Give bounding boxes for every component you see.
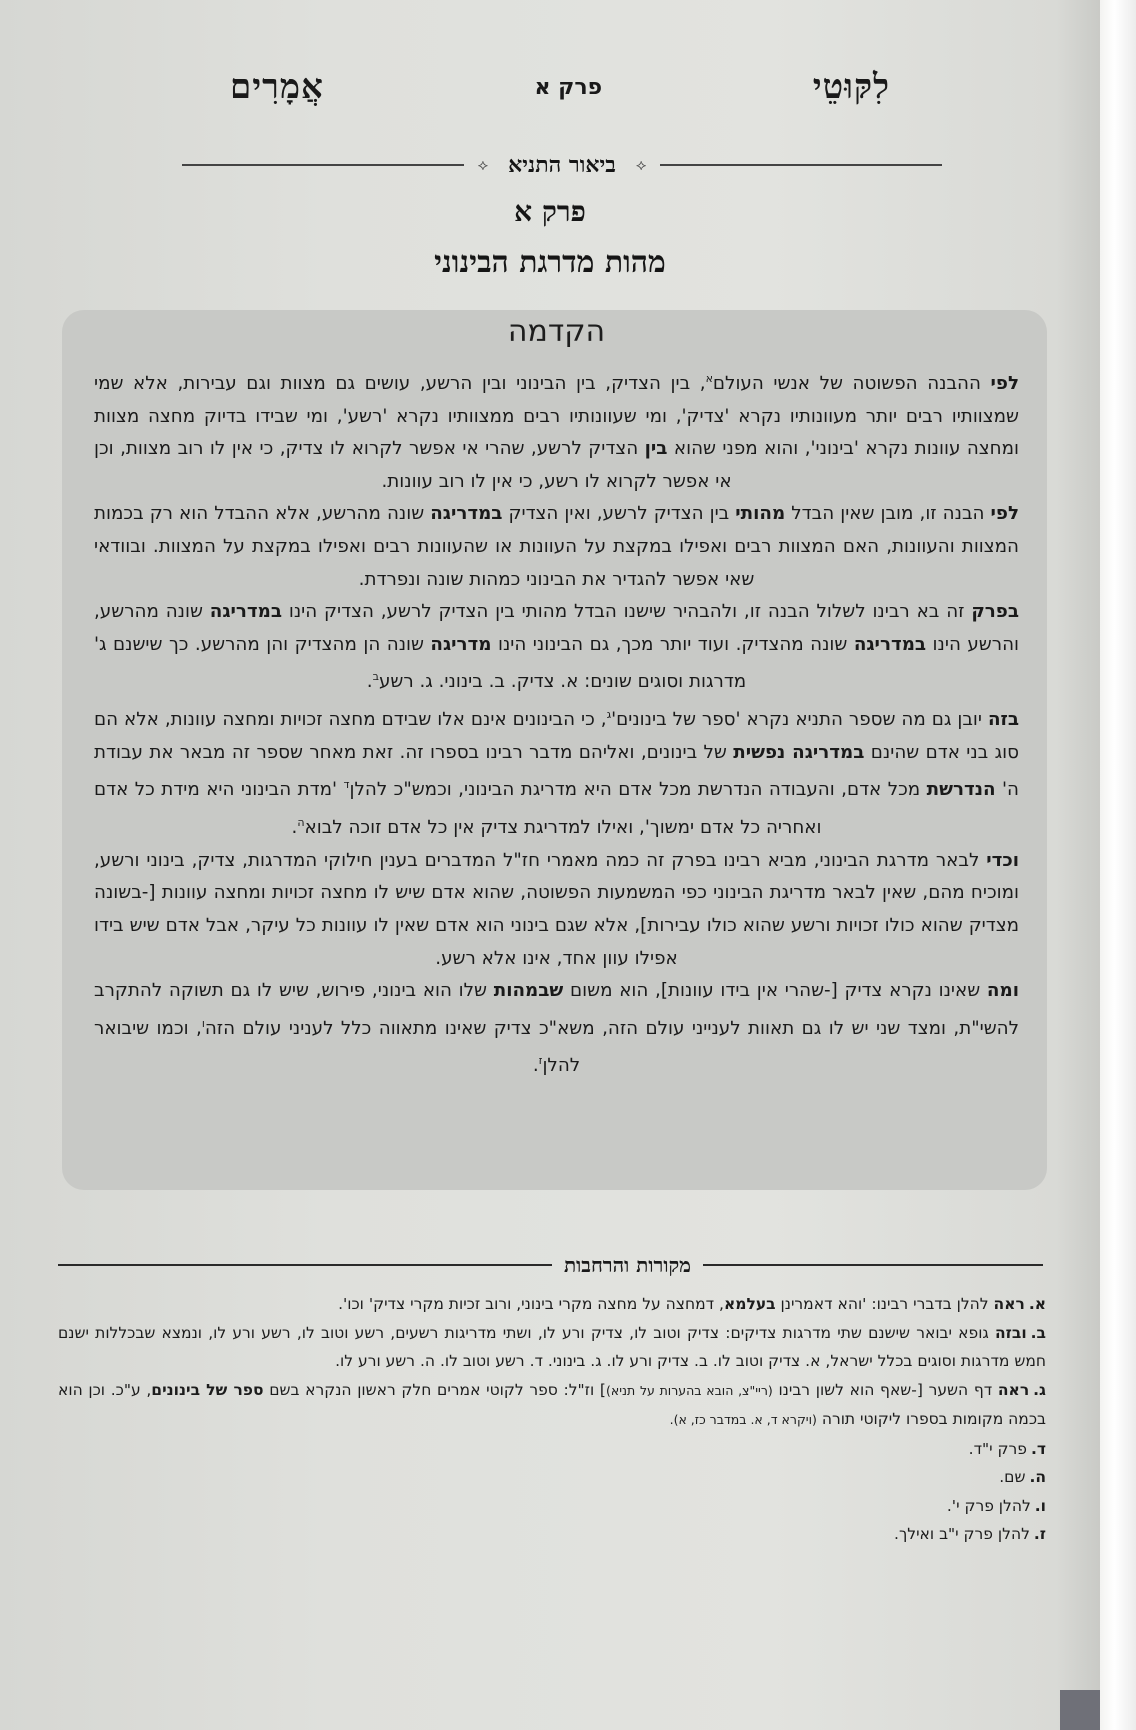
section-title: ביאור התניא (508, 152, 616, 178)
bold-text: ספר של בינונים (151, 1380, 264, 1399)
page-edge (1100, 0, 1136, 1730)
bold-text: בפרק (971, 601, 1019, 623)
text-run: לבאר מדרגת הבינוני, מביא רבינו בפרק זה כמה מאמרי חז"ל המדברים בענין חילוקי המדרגות, צדיק, בינוני ורשע, ומוכיח מהם, שאין לבאר מדריגת הבינוני כפי המשמעות הפשוטה, שהוא אדם שיש לו מחצה זכויות ומחצה עוונות [-בשונה מצדיק שהוא כולו זכויות ורשע שהוא כולו עבירות], אלא שגם בינוני הוא אדם שאין לו עוונות כל עיקר, אבל אדם שיש בידו אפילו עוון אחד, אינו אלא רשע. (94, 849, 1019, 969)
bold-text: ומה (986, 980, 1019, 1002)
bold-text: בזה (987, 709, 1019, 731)
bold-text: לפי (990, 503, 1019, 525)
intro-paragraph (94, 498, 1019, 596)
bold-text: שבמהות (493, 980, 564, 1002)
running-head (230, 62, 890, 112)
introduction-box (62, 310, 1047, 1190)
bold-text: במדריגה (209, 601, 283, 623)
text-run: (ויקרא ד, א. במדבר כז, א). (669, 1412, 817, 1427)
text-run: , בין הצדיק, בין הבינוני ובין הרשע, עושים גם מצוות וגם עבירות, אלא שמי שמצוותיו רבים יותר מעוונותיו נקרא 'צדיק', ומי שעוונותיו רבים ממצוותיו נקרא 'רשע', ומי שבידו בדיוק מחצה מצוות ומחצה עוונות נקרא 'בינוני', והוא מפני שהוא (94, 373, 1019, 460)
text-run: שונה מהרשע, והרשע הינו (94, 601, 1019, 655)
intro-paragraph (94, 975, 1019, 1083)
running-head-book-title-second: אֲמָרִים (230, 67, 324, 107)
footnote-marker[interactable]: ב (372, 670, 379, 684)
bold-text: מהותי (735, 503, 786, 525)
footnote-item (58, 1520, 1046, 1549)
text-run: ההבנה הפשוטה של אנשי העולם (712, 373, 991, 395)
text-run: . (366, 671, 373, 693)
footnote-item (58, 1319, 1046, 1376)
bold-text: בעלמא (723, 1295, 776, 1313)
bold-text: ובזה (995, 1323, 1027, 1342)
bold-text: במדריגה (430, 503, 503, 525)
text-run: מכל אדם, והעבודה הנדרשת מכל אדם היא מדריגת הבינוני, וכמש"כ להלן (349, 779, 927, 801)
footnotes-list (58, 1290, 1046, 1549)
text-run: שונה הן מהצדיק והן מהרשע. כך שישנם ג' מדרגות וסוגים שונים: א. צדיק. ב. בינוני. ג. רשע (94, 633, 747, 693)
bold-text: במדריגה (853, 633, 927, 655)
footnote-letter: ז. (1033, 1525, 1046, 1543)
footnote-marker[interactable]: ד (343, 778, 350, 792)
intro-paragraph (94, 363, 1019, 498)
introduction-paragraphs (94, 363, 1019, 1083)
text-run: , וכמו שיבואר להלן (94, 1017, 581, 1077)
rule-line-right (660, 164, 942, 166)
text-run: . (291, 817, 298, 839)
footnote-marker[interactable]: ז (538, 1054, 543, 1068)
text-run: זה בא רבינו לשלול הבנה זו, ולהבהיר שישנו הבדל מהותי בין הצדיק לרשע, הצדיק הינו (282, 601, 972, 623)
rule-line-left (58, 1264, 552, 1266)
bold-text: ראה (993, 1295, 1025, 1313)
text-run: יובן גם מה שספר התניא נקרא 'ספר של בינונים' (611, 709, 988, 731)
footnotes-header (58, 1250, 1043, 1280)
bold-text: במדריגה נפשית (733, 741, 865, 763)
footnote-item (58, 1463, 1046, 1492)
footnotes-title: מקורות והרחבות (563, 1252, 691, 1277)
text-run: 'מדת הבינוני היא מידת כל אדם ואחריה כל אדם ימשוך', ואילו למדריגת צדיק אין כל אדם זוכה לבוא (94, 779, 822, 839)
bold-text: מדריגה (430, 633, 492, 655)
bold-text: הנדרשת (926, 779, 996, 801)
text-run: להלן פרק י'. (946, 1496, 1031, 1515)
running-head-book-title-first: לִקּוּטֵי (812, 67, 890, 107)
text-run: של בינונים, ואליהם מדבר רבינו בספרו זה. זאת מאחר שספר זה מבאר את עבודת ה' (94, 741, 1019, 801)
ornament-icon: ⟡ (635, 155, 647, 174)
intro-paragraph (94, 699, 1019, 845)
text-run: , דמחצה על מחצה מקרי בינוני, ורוב זכיות מקרי צדיק' וכו'. (338, 1295, 724, 1313)
footnote-letter: ג. (1033, 1380, 1046, 1399)
text-run: , כי הבינונים אינם אלו שבידם מחצה זכויות ומחצה עוונות, אלא הם סוג בני אדם שהינם (94, 709, 1019, 763)
chapter-number: פרק א (514, 195, 586, 228)
text-run: (ריי"צ, הובא בהערות על תניא) (605, 1382, 773, 1398)
rule-line-right (703, 1264, 1043, 1266)
intro-paragraph (94, 845, 1019, 975)
text-run: הבנה זו, מובן שאין הבדל (785, 503, 991, 525)
text-run: שם. (999, 1468, 1026, 1486)
rule-line-left (182, 164, 464, 166)
introduction-title: הקדמה (507, 314, 606, 349)
text-run: . (532, 1055, 539, 1077)
text-run: שלו הוא בינוני, פירוש, שיש לו גם תשוקה להתקרב להשי"ת, ומצד שני יש לו גם תאוות לענייני עולם הזה, משא"כ צדיק שאינו מתאווה כלל לעניני עולם הזה (94, 980, 1020, 1039)
bold-text: וכדי (986, 849, 1019, 871)
bold-text: ראה (997, 1380, 1030, 1399)
running-head-chapter: פרק א (534, 74, 603, 100)
footnote-item (58, 1492, 1046, 1521)
intro-paragraph (94, 596, 1019, 699)
page-corner-shadow (1060, 1690, 1100, 1730)
text-run: גופא יבואר שישנם שתי מדרגות צדיקים: צדיק וטוב לו, צדיק ורע לו, ושתי מדריגות רשעים, רשע וטוב לו, רשע ורע לו, ונמצא שבכללות ישנם חמש מדרגות וסוגים בכלל ישראל, א. צדיק וטוב לו. ב. צדיק ורע לו. ג. בינוני. ד. רשע וטוב לו. ה. רשע ורע לו. (58, 1323, 1046, 1370)
text-run: פרק י"ד. (968, 1439, 1027, 1458)
text-run: הצדיק לרשע, שהרי אי אפשר לקרוא לו צדיק, כי אין לו רוב מצוות, וכן אי אפשר לקרוא לו רשע, כי אין לו רוב עוונות. (94, 438, 732, 492)
text-run: שאינו נקרא צדיק [-שהרי אין בידו עוונות], הוא משום (563, 980, 987, 1002)
text-run: להלן בדברי רבינו: 'והא דאמרינן (775, 1295, 994, 1313)
footnote-letter: ה. (1029, 1468, 1046, 1486)
text-run: בין הצדיק לרשע, ואין הצדיק (502, 503, 736, 525)
footnote-item (58, 1290, 1046, 1319)
text-run: להלן פרק י"ב ואילך. (894, 1525, 1030, 1543)
section-header (182, 150, 942, 180)
bold-text: בין (644, 438, 668, 460)
text-run: ] וז"ל: ספר לקוטי אמרים חלק ראשון הנקרא בשם (263, 1380, 606, 1399)
footnote-letter: ד. (1030, 1439, 1046, 1458)
footnote-item (58, 1376, 1046, 1435)
footnote-marker[interactable]: ה (297, 816, 305, 830)
footnote-letter: ב. (1030, 1323, 1046, 1342)
text-run: שונה מהרשע, אלא ההבדל הוא רק בכמות המצוות והעוונות, האם המצוות רבים ואפילו במקצת על העוונות או שהעוונות רבים ואפילו במקצת על המצוות. ובוודאי שאי אפשר להגדיר את הבינוני כמהות שונה ונפרדת. (94, 503, 1019, 590)
footnote-marker[interactable]: ו (201, 1016, 205, 1030)
footnote-marker[interactable]: א (705, 372, 713, 385)
text-run: דף השער [-שאף הוא לשון רבינו (772, 1380, 998, 1399)
chapter-title: מהות מדרגת הבינוני (434, 245, 666, 280)
text-run: , ע"כ. וכן הוא בכמה מקומות בספרו ליקוטי תורה (58, 1380, 1046, 1428)
ornament-icon: ⟡ (477, 155, 489, 174)
bold-text: לפי (990, 373, 1020, 395)
footnote-item (58, 1435, 1046, 1464)
footnote-letter: ו. (1034, 1496, 1046, 1515)
text-run: שונה מהצדיק. ועוד יותר מכך, גם הבינוני הינו (491, 633, 854, 655)
footnote-marker[interactable]: ג (606, 708, 612, 722)
footnote-letter: א. (1028, 1295, 1046, 1313)
